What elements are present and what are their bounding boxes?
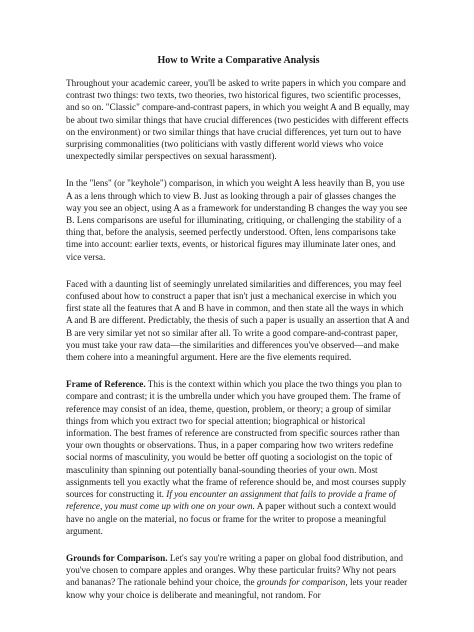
paragraph-frame-of-reference — [66, 378, 411, 537]
grounds-heading: Grounds for Comparison. — [66, 552, 168, 563]
frame-of-reference-after: A paper without such a context would have no angle on the material, no focus or frame for the writer to propose a meaningful argument. — [66, 501, 397, 536]
grounds-after: lets your reader know why your choice is deliberate and meaningful, not random. For — [66, 577, 408, 600]
frame-of-reference-text: This is the context within which you place the two things you plan to compare and contrast; it is the umbrella under which you have grouped them. The frame of reference may consist of an idea, theme, question, problem, or theory; a group of similar things from which you extract two for special attention; biographical or historical information. The best frames of reference are constructed from specific sources rather than your own thoughts or observations. Thus, in a paper comparing how two writers redefine social norms of masculinity, you would be better off quoting a sociologist on the topic of masculinity than spinning out potentially banal-sounding theories of your own. Most assignments tell you exactly what the frame of reference should be, and most courses supply sources for constructing it. — [66, 379, 407, 500]
paragraph-raw-data-text: Faced with a daunting list of seemingly unrelated similarities and differences, you may feel confused about how to construct a paper that isn't just a mechanical exercise in which you first state all the features that A and B have in common, and then state all the ways in which A and B are different. Predictably, the thesis of such a paper is usually an assertion that A and B are very similar yet not so similar after all. To write a good compare-and-contrast paper, you must take your raw data—the similarities and differences you've observed—and make them cohere into a meaningful argument. Here are the five elements required. — [66, 278, 410, 363]
paragraph-grounds-for-comparison — [66, 552, 411, 601]
frame-of-reference-heading: Frame of Reference. — [66, 379, 146, 390]
paragraph-raw-data — [66, 278, 411, 363]
document-title: How to Write a Comparative Analysis — [157, 55, 320, 66]
paragraph-intro — [66, 77, 411, 162]
paragraph-lens-text: In the "lens" (or "keyhole") comparison, in which you weight A less heavily than B, you use A as a lens through which to view B. Just as looking through a pair of glasses changes the way you see an object, using A as a framework for understanding B changes the way you see B. Lens comparisons are useful for illuminating, critiquing, or challenging the stability of a thing that, before the analysis, seemed perfectly understood. Often, lens comparisons take time into account: earlier texts, events, or historical figures may illuminate later ones, and vice versa. — [66, 178, 408, 262]
grounds-italic: grounds for comparison, — [256, 577, 348, 588]
paragraph-lens-comparison — [66, 177, 411, 262]
paragraph-intro-text: Throughout your academic career, you'll be asked to write papers in which you compare and contrast two things: two texts, two theories, two historical figures, two scientific processes, and so on. "Classic" compare-and-contrast papers, in which you weight A and B equally, may be about two similar things that have crucial differences (two pesticides with different effects on the environment) or two similar things that have crucial differences, yet turn out to have surprising commonalities (two politicians with vastly different world views who voice unexpectedly similar perspectives on sexual harassment). — [66, 78, 410, 162]
document-body — [66, 54, 411, 616]
grounds-text: Let's say you're writing a paper on global food distribution, and you've chosen to compare apples and oranges. Why these particular fruits? Why not pears and bananas? The rationale behind your choice, the — [66, 552, 404, 588]
frame-of-reference-italic: If you encounter an assignment that fails to provide a frame of reference, you must come up with one on your own. — [66, 489, 396, 512]
